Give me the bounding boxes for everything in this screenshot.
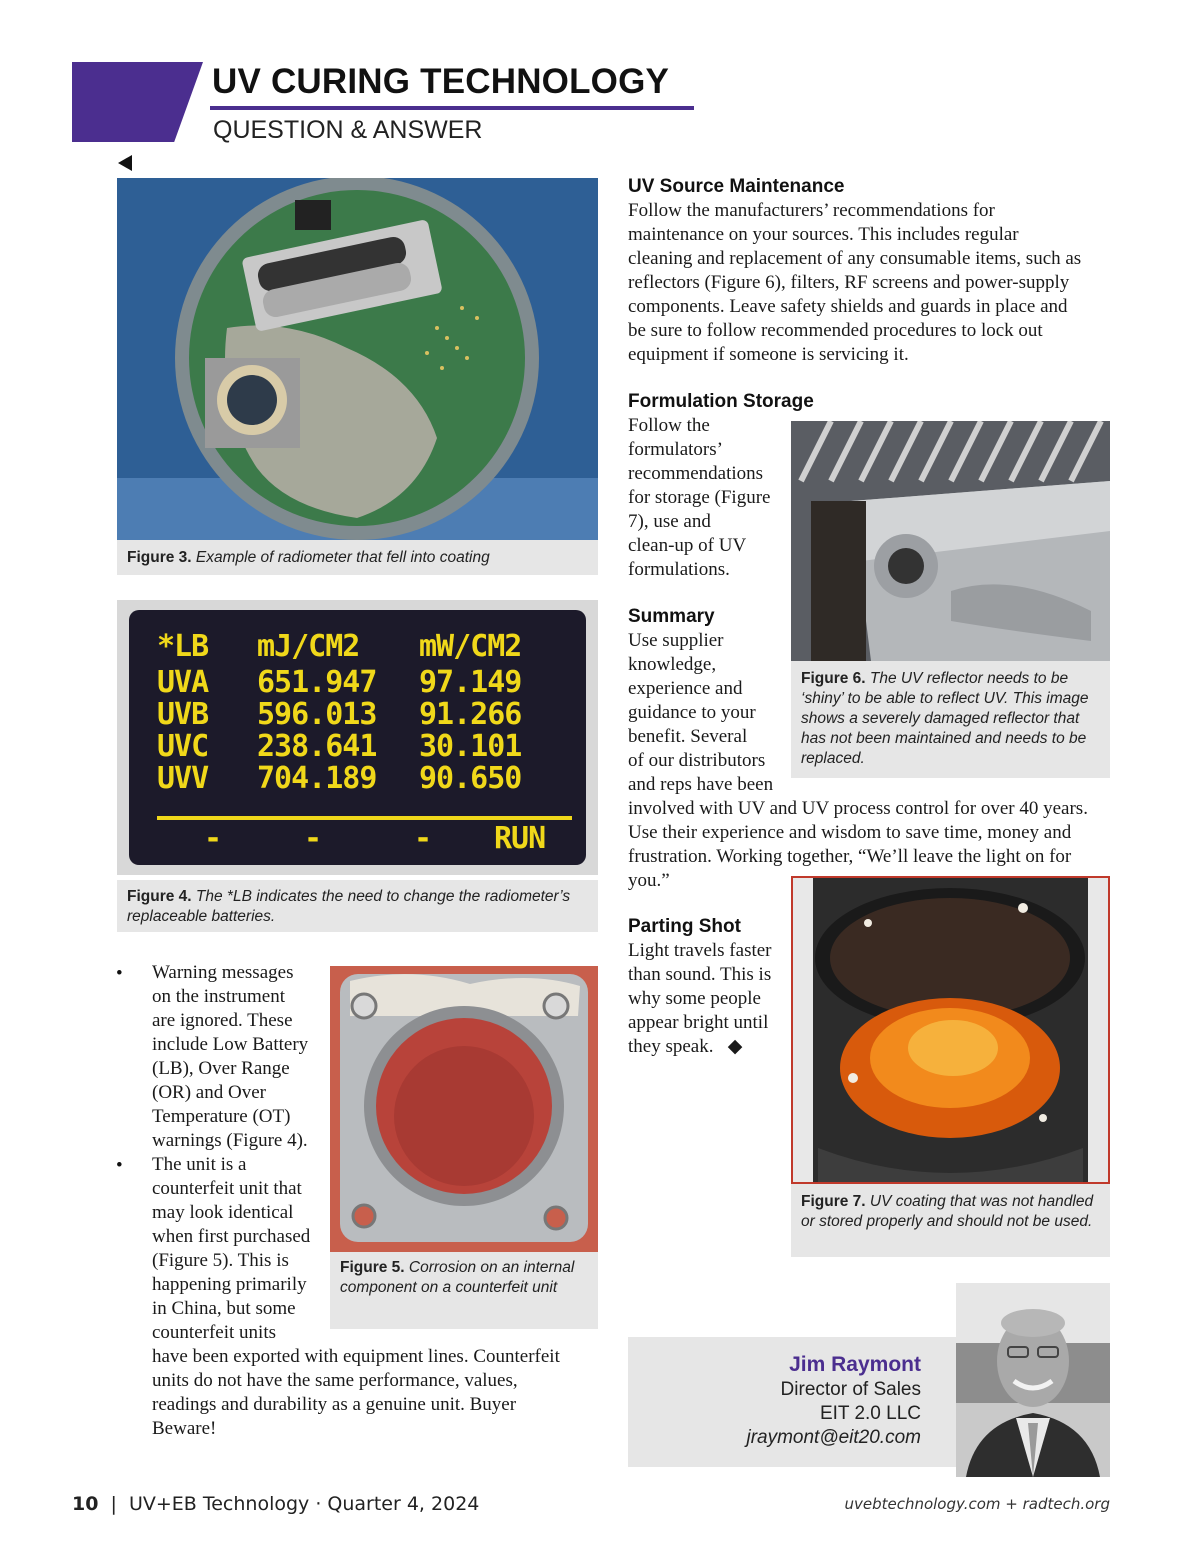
text-line: formulations. [628,559,730,580]
page-title: UV CURING TECHNOLOGY [212,62,670,101]
figure-7-caption: Figure 7. UV coating that was not handled or stored properly and should not be used. [791,1184,1110,1257]
author-name: Jim Raymont [789,1353,921,1376]
text-line: Beware! [152,1418,217,1439]
text-line: happening primarily [152,1274,307,1295]
text-line: (Figure 5). This is [152,1250,289,1271]
text-line: (OR) and Over [152,1082,266,1103]
lcd-divider [157,816,572,820]
text-line: components. Leave safety shields and guards in place and [628,296,1068,317]
lcd-row-irradiance: 91.266 [419,697,522,732]
title-rule [210,106,694,110]
text-line: of our distributors [628,750,766,771]
bullet-counterfeit-continued [152,1345,602,1441]
footer-websites[interactable]: uvebtechnology.com + radtech.org [844,1495,1110,1513]
text-line: Follow the manufacturers’ recommendations for [628,200,995,221]
figure-4-display [117,600,598,875]
text-line: Follow the [628,415,710,436]
bullet-marker: • [116,1155,123,1176]
text-line: for storage (Figure [628,487,771,508]
lcd-row-dose: 651.947 [257,665,377,700]
text-line: experience and [628,678,743,699]
text-line: Warning messages [152,962,294,983]
author-photo [956,1283,1110,1477]
bullet-warning-messages [152,961,322,1153]
lcd-header-3: mW/CM2 [419,629,522,664]
text-line: counterfeit units [152,1322,276,1343]
figure-6-photo [791,421,1110,661]
end-diamond-icon: ◆ [727,1036,743,1057]
text-line: guidance to your [628,702,756,723]
page-number: 10 [72,1493,99,1515]
lcd-row-irradiance: 97.149 [419,665,522,700]
text-line: when first purchased [152,1226,311,1247]
text-line: Temperature (OT) [152,1106,291,1127]
figure-5-photo [330,966,598,1252]
lcd-row-dose: 238.641 [257,729,377,764]
figure-3-caption: Figure 3. Example of radiometer that fell into coating [117,540,598,575]
text-line: frustration. Working together, “We’ll leave the light on for [628,846,1072,867]
text-line: Use their experience and wisdom to save time, money and [628,822,1072,843]
text-line: may look identical [152,1202,294,1223]
text-line: knowledge, [628,654,717,675]
text-line: (LB), Over Range [152,1058,290,1079]
bullet-counterfeit-unit [152,1153,327,1345]
text-line: appear bright until [628,1012,769,1033]
text-line: formulators’ [628,439,723,460]
lcd-row-dose: 596.013 [257,697,377,732]
text-line: equipment if someone is servicing it. [628,344,909,365]
text-line: warnings (Figure 4). [152,1130,308,1151]
text-line: Light travels faster [628,940,772,961]
text-line: include Low Battery [152,1034,309,1055]
footer-separator: | [110,1493,117,1515]
publication-name: UV+EB Technology · Quarter 4, 2024 [128,1493,480,1515]
text-line: The unit is a [152,1154,247,1175]
lcd-row-label: UVA [157,665,209,700]
author-title: Director of Sales [780,1379,921,1400]
lcd-row-dose: 704.189 [257,761,377,796]
text-line: recommendations [628,463,764,484]
text-line: units do not have the same performance, values, [152,1370,518,1391]
author-email[interactable]: jraymont@eit20.com [746,1427,921,1448]
figure-6-caption: Figure 6. The UV reflector needs to be ‘shiny’ to be able to reflect UV. This image shows a severely damaged reflector that has not been maintained and needs to be replaced. [791,661,1110,778]
text-line: they speak. ◆ [628,1036,743,1057]
lcd-status-run: RUN [494,821,546,856]
lcd-row-label: UVC [157,729,209,764]
text-line: and reps have been [628,774,774,795]
text-line: have been exported with equipment lines. Counterfeit [152,1346,560,1367]
section-heading-parting-shot: Parting Shot [628,916,741,937]
text-line: than sound. This is [628,964,772,985]
text-line: be sure to follow recommended procedures to lock out [628,320,1043,341]
figure-7-photo [791,876,1110,1184]
figure-5-caption: Figure 5. Corrosion on an internal component on a counterfeit unit [330,1252,598,1329]
lcd-header-1: *LB [157,629,209,664]
text-line: in China, but some [152,1298,296,1319]
lcd-status: - [414,821,432,856]
section-body-summary [628,629,788,797]
section-body-storage [628,414,788,582]
text-line: readings and durability as a genuine unit. Buyer [152,1394,517,1415]
text-line: cleaning and replacement of any consumable items, such as [628,248,1082,269]
section-body-parting-shot [628,939,788,1059]
footer-publication [72,1493,479,1515]
text-line: you.” [628,870,670,891]
text-line: are ignored. These [152,1010,293,1031]
text-line: counterfeit unit that [152,1178,302,1199]
text-line: reflectors (Figure 6), filters, RF screens and power-supply [628,272,1070,293]
text-line: 7), use and [628,511,711,532]
lcd-row-irradiance: 30.101 [419,729,522,764]
lcd-row-label: UVB [157,697,209,732]
figure-3-photo [117,178,598,540]
bullet-marker: • [116,963,123,984]
text-line: why some people [628,988,761,1009]
text-line: benefit. Several [628,726,748,747]
lcd-header-2: mJ/CM2 [257,629,360,664]
section-heading-summary: Summary [628,606,715,627]
lcd-screen [129,610,586,865]
text-line: involved with UV and UV process control for over 40 years. [628,798,1088,819]
section-heading-maintenance: UV Source Maintenance [628,176,845,197]
lcd-row-label: UVV [157,761,209,796]
lcd-status: - [204,821,222,856]
text-line: on the instrument [152,986,285,1007]
section-body-maintenance [628,199,1118,367]
text-line: clean-up of UV [628,535,747,556]
page-subtitle: QUESTION & ANSWER [213,116,483,144]
back-arrow-icon [118,155,132,171]
figure-4-caption: Figure 4. The *LB indicates the need to change the radiometer’s replaceable batteries. [117,880,598,932]
section-heading-storage: Formulation Storage [628,391,814,412]
lcd-row-irradiance: 90.650 [419,761,522,796]
lcd-status: - [304,821,322,856]
text-line: Use supplier [628,630,724,651]
header-accent-block [72,62,203,142]
text-line: maintenance on your sources. This includes regular [628,224,1019,245]
author-company: EIT 2.0 LLC [819,1403,921,1424]
